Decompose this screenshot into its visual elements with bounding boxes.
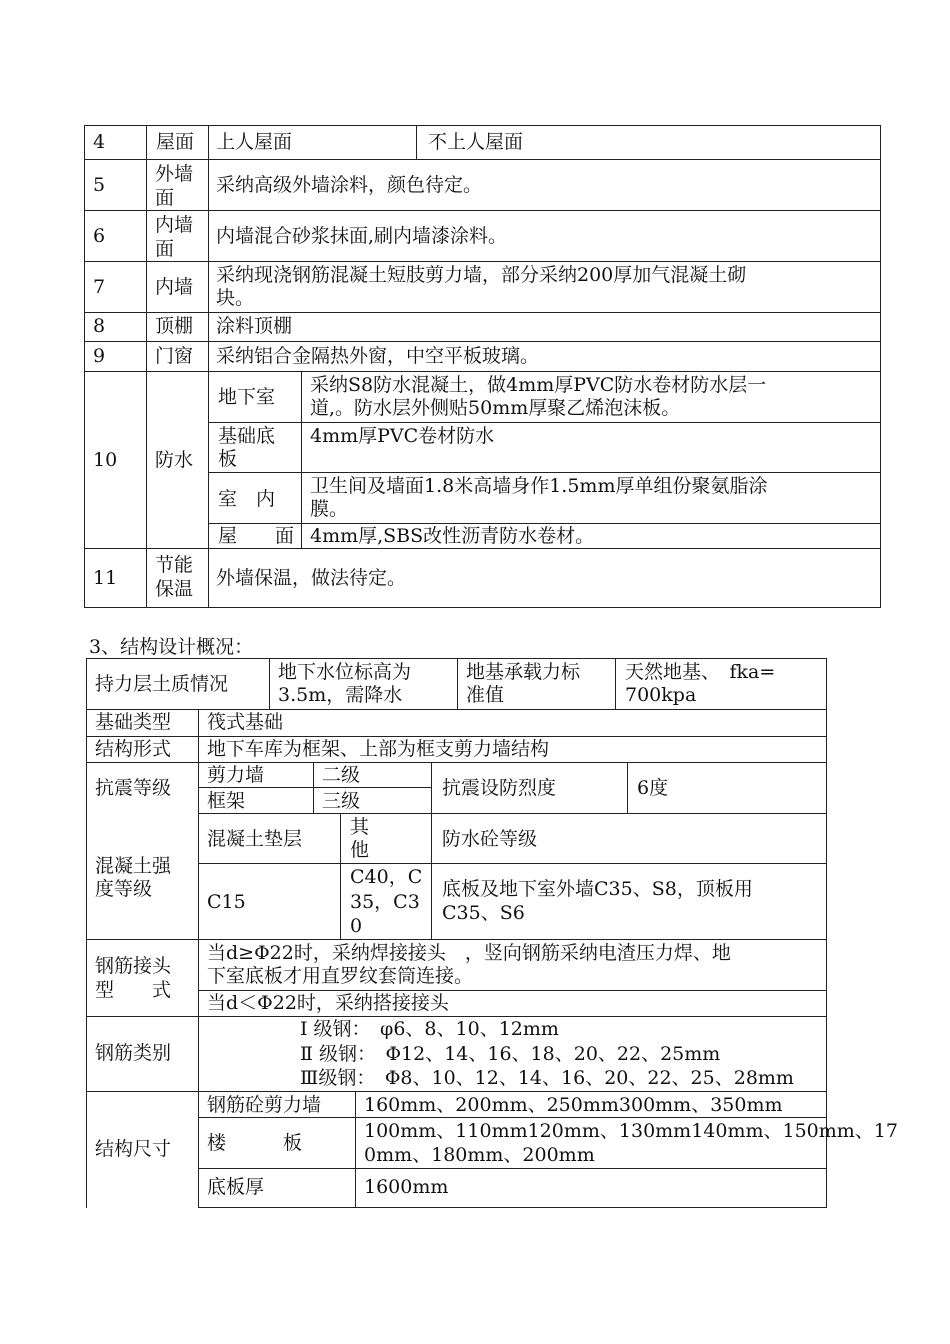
row-item: 屋面 xyxy=(156,131,195,153)
concrete-label: 度等级 xyxy=(95,878,153,900)
frame-label: 框架 xyxy=(207,790,246,812)
sub-label: 基础底 xyxy=(218,425,276,447)
row-number: 7 xyxy=(93,276,106,298)
sub-content: 膜。 xyxy=(310,498,349,520)
row-content: 外墙保温，做法待定。 xyxy=(216,567,407,589)
cushion-label: 混凝土垫层 xyxy=(207,828,303,850)
capacity-value: 天然地基、 fka= xyxy=(625,661,776,683)
row-item: 节能保温 xyxy=(155,554,194,600)
sub-label: 地下室 xyxy=(218,386,276,408)
size-base: 1600mm xyxy=(364,1176,449,1198)
row-item: 外墙面 xyxy=(155,163,194,209)
rebar-type-label: 钢筋类别 xyxy=(95,1042,172,1064)
capacity-label: 准值 xyxy=(466,684,505,706)
other-label: 他 xyxy=(350,839,370,861)
row-content: 块。 xyxy=(216,287,255,309)
row-number: 11 xyxy=(93,567,118,589)
rebar-joint-label: 型 式 xyxy=(95,979,172,1001)
row-content: 上人屋面 xyxy=(216,131,293,153)
row-number: 6 xyxy=(93,225,106,247)
groundwater-value: 3.5m，需降水 xyxy=(278,684,403,706)
size-wall-label: 钢筋砼剪力墙 xyxy=(207,1094,322,1116)
structure-form-label: 结构形式 xyxy=(95,738,172,760)
size-wall: 160mm、200mm、250mm300mm、350mm xyxy=(364,1094,783,1116)
cushion-value: C15 xyxy=(207,891,246,913)
sub-content: 道,。防水层外侧贴50mm厚聚乙烯泡沫板。 xyxy=(310,397,681,419)
waterproof-grade-label: 防水砼等级 xyxy=(442,828,538,850)
capacity-label: 地基承载力标 xyxy=(466,661,581,683)
row-content: 不上人屋面 xyxy=(428,131,524,153)
sub-label: 屋 面 xyxy=(218,525,295,547)
shear-wall-grade: 二级 xyxy=(322,764,361,786)
rebar-joint-label: 钢筋接头 xyxy=(95,955,172,977)
sub-label: 板 xyxy=(218,448,238,470)
waterproof-value: 底板及地下室外墙C35、S8，顶板用 xyxy=(442,878,753,900)
sub-content: 4mm厚,SBS改性沥青防水卷材。 xyxy=(310,525,595,547)
row-item: 门窗 xyxy=(155,345,194,367)
rebar-grade-1: Ⅰ 级钢： φ6、8、10、12mm xyxy=(300,1018,559,1040)
frame-grade: 三级 xyxy=(322,790,361,812)
row-content: 采纳铝合金隔热外窗，中空平板玻璃。 xyxy=(216,345,540,367)
row-number: 8 xyxy=(93,315,106,337)
other-label: 其 xyxy=(350,816,370,838)
waterproof-value: C35、S6 xyxy=(442,902,525,924)
row-item: 内墙 xyxy=(155,276,194,298)
row-number: 4 xyxy=(93,131,106,153)
other-value: 0 xyxy=(350,915,363,937)
row-number: 5 xyxy=(93,174,106,196)
rebar-grade-2: Ⅱ 级钢： Φ12、14、16、18、20、22、25mm xyxy=(300,1043,721,1065)
other-value: C40，C xyxy=(350,866,423,888)
row-content: 内墙混合砂浆抹面,刷内墙漆涂料。 xyxy=(216,225,508,247)
size-slab: 0mm、180mm、200mm xyxy=(364,1144,595,1166)
row-item: 内墙面 xyxy=(155,214,194,260)
sub-content: 4mm厚PVC卷材防水 xyxy=(310,425,495,447)
row-number: 10 xyxy=(93,449,118,471)
groundwater-label: 地下水位标高为 xyxy=(278,661,412,683)
row-content: 涂料顶棚 xyxy=(216,315,293,337)
structure-form: 地下车库为框架、上部为框支剪力墙结构 xyxy=(207,738,550,760)
size-base-label: 底板厚 xyxy=(207,1176,265,1198)
row-content: 采纳高级外墙涂料，颜色待定。 xyxy=(216,174,483,196)
row-item: 防水 xyxy=(155,449,194,471)
capacity-value: 700kpa xyxy=(625,684,697,706)
size-slab-label: 楼 板 xyxy=(207,1132,303,1154)
other-value: 35，C3 xyxy=(350,891,420,913)
sub-content: 采纳S8防水混凝土，做4mm厚PVC防水卷材防水层一 xyxy=(310,374,767,396)
row-item: 顶棚 xyxy=(155,315,194,337)
concrete-label: 混凝土强 xyxy=(95,855,172,877)
size-label: 结构尺寸 xyxy=(95,1138,172,1160)
row-content: 采纳现浇钢筋混凝土短肢剪力墙，部分采纳200厚加气混凝土砌 xyxy=(216,264,747,286)
joint-b: 当d＜Φ22时，采纳搭接接头 xyxy=(207,992,449,1014)
seismic-label: 抗震等级 xyxy=(95,777,172,799)
foundation-type-label: 基础类型 xyxy=(95,711,172,733)
size-slab: 100mm、110mm120mm、130mm140mm、150mm、17 xyxy=(364,1120,898,1142)
foundation-type: 筏式基础 xyxy=(207,711,284,733)
sub-content: 卫生间及墙面1.8米高墙身作1.5mm厚单组份聚氨脂涂 xyxy=(310,475,768,497)
bearing-layer-label: 持力层土质情况 xyxy=(95,673,229,695)
seismic-intensity: 6度 xyxy=(637,777,669,799)
row-number: 9 xyxy=(93,345,106,367)
section-title: 3、结构设计概况： xyxy=(89,636,254,658)
seismic-intensity-label: 抗震设防烈度 xyxy=(442,777,557,799)
joint-a: 当d≥Φ22时，采纳焊接接头 ，竖向钢筋采纳电渣压力焊、地 xyxy=(207,942,731,964)
rebar-grade-3: Ⅲ级钢： Φ8、10、12、14、16、20、22、25、28mm xyxy=(300,1067,794,1089)
sub-label: 室 内 xyxy=(218,488,276,510)
joint-a: 下室底板才用直罗纹套筒连接。 xyxy=(207,965,474,987)
shear-wall-label: 剪力墙 xyxy=(207,764,265,786)
